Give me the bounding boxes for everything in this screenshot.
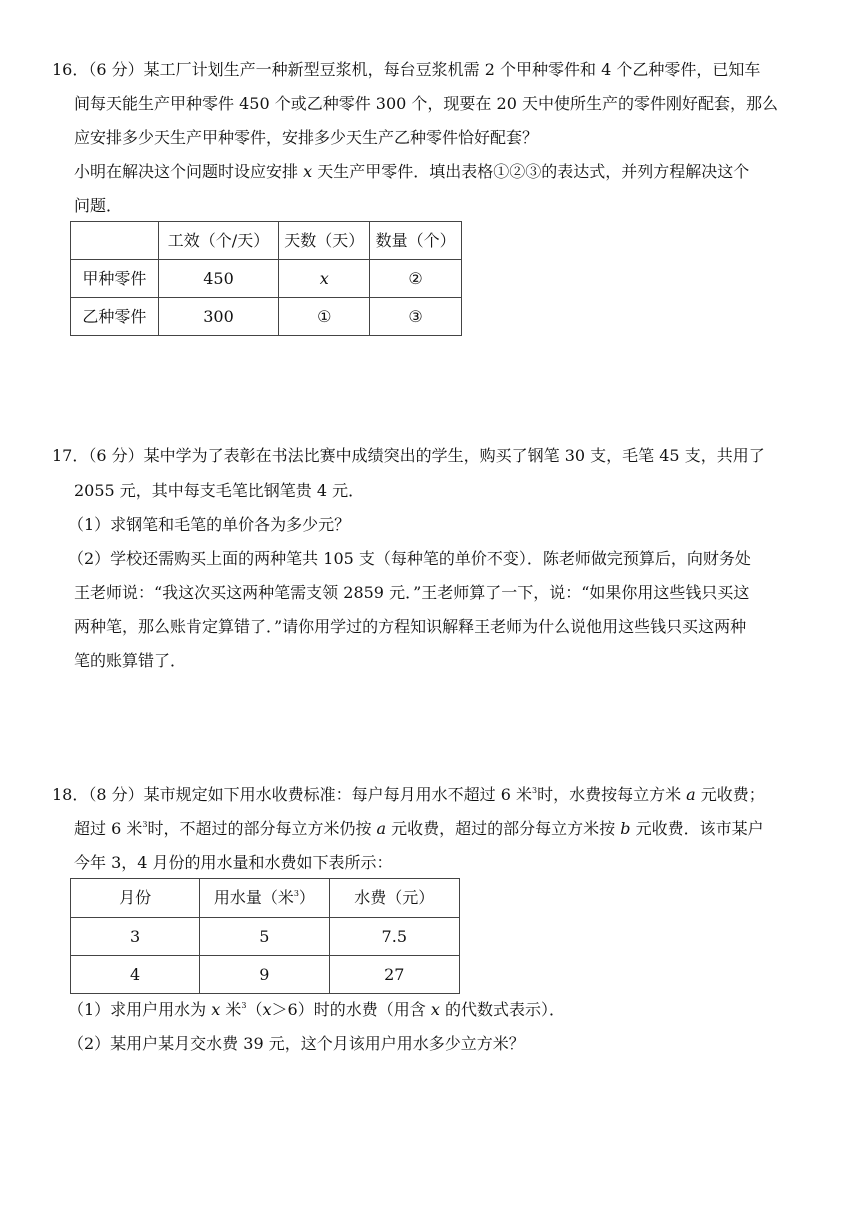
table-cell: 9	[200, 956, 329, 994]
header-cell: 天数（天）	[279, 222, 370, 260]
table-cell: ①	[279, 298, 370, 336]
q18-line-3: 今年 3，4 月份的用水量和水费如下表所示：	[74, 853, 393, 872]
header-usage-text: 用水量（米	[213, 888, 294, 907]
q18-line-2d: 元收费．该市某户	[630, 819, 764, 838]
q17-line-3: （1）求钢笔和毛笔的单价各为多少元？	[68, 515, 351, 534]
superscript-3: 3	[241, 1001, 247, 1010]
q18-line-1b: 时，水费按每立方米	[537, 785, 687, 804]
q16-line-4	[74, 162, 749, 182]
table-cell: ③	[370, 298, 462, 336]
q18-line-1a: 18．（8 分）某市规定如下用水收费标准：每户每月用水不超过 6 米	[52, 785, 532, 804]
q18-part-1c: （	[246, 1000, 263, 1019]
table-row	[71, 956, 460, 994]
q18-line-2a: 超过 6 米	[74, 819, 143, 838]
q17-line-4: （2）学校还需购买上面的两种笔共 105 支（每种笔的单价不变）．陈老师做完预算后，向财务处	[68, 549, 751, 568]
q18-part-1d: ＞6）时的水费（用含	[271, 1000, 431, 1019]
variable-x: x	[211, 1000, 221, 1019]
q18-part-1	[68, 1000, 565, 1020]
q16-line-1: 16．（6 分）某工厂计划生产一种新型豆浆机，每台豆浆机需 2 个甲种零件和 4 个乙种零件，已知车	[52, 60, 761, 79]
q18-line-2c: 元收费，超过的部分每立方米按	[386, 819, 621, 838]
q18-table	[70, 878, 460, 994]
table-header-row	[71, 879, 460, 918]
table-row	[71, 298, 462, 336]
superscript-3: 3	[293, 889, 299, 898]
q18-line-2	[74, 819, 764, 839]
variable-b: b	[620, 819, 631, 838]
q16-line-3: 应安排多少天生产甲种零件，安排多少天生产乙种零件恰好配套？	[74, 128, 539, 147]
header-cell: 工效（个/天）	[158, 222, 279, 260]
table-cell: x	[279, 260, 370, 298]
superscript-3: 3	[142, 820, 148, 829]
variable-a: a	[376, 819, 387, 838]
table-cell: 3	[71, 918, 200, 956]
header-month: 月份	[71, 879, 200, 918]
row-label: 甲种零件	[71, 260, 159, 298]
q16-line-4b: 天生产甲零件．填出表格①②③的表达式，并列方程解决这个	[312, 162, 750, 181]
q17-line-2: 2055 元，其中每支毛笔比钢笔贵 4 元．	[74, 481, 365, 500]
table-header-row	[71, 222, 462, 260]
table-cell: 450	[158, 260, 279, 298]
header-fee: 水费（元）	[329, 879, 459, 918]
q17-line-6: 两种笔，那么账肯定算错了．”请你用学过的方程知识解释王老师为什么说他用这些钱只买这两种	[74, 617, 747, 636]
table-row	[71, 918, 460, 956]
q17-line-7: 笔的账算错了．	[74, 651, 187, 670]
row-label: 乙种零件	[71, 298, 159, 336]
header-cell	[71, 222, 159, 260]
header-usage	[200, 879, 329, 918]
q16-line-2: 间每天能生产甲种零件 450 个或乙种零件 300 个，现要在 20 天中使所生产的零件刚好配套，那么	[74, 94, 778, 113]
variable-x: x	[430, 1000, 440, 1019]
table-cell: 27	[329, 956, 459, 994]
superscript-3: 3	[531, 786, 538, 795]
header-cell: 数量（个）	[370, 222, 462, 260]
q18-line-1c: 元收费；	[695, 785, 765, 804]
q16-line-5: 问题．	[74, 196, 123, 215]
variable-x: x	[262, 1000, 272, 1019]
q18-part-2: （2）某用户某月交水费 39 元，这个月该用户用水多少立方米？	[68, 1034, 525, 1053]
header-usage-close: ）	[298, 888, 315, 907]
table-cell: 7.5	[329, 918, 459, 956]
table-cell: ②	[370, 260, 462, 298]
table-cell: 5	[200, 918, 329, 956]
q17-line-5: 王老师说：“我这次买这两种笔需支领 2859 元．”王老师算了一下，说：“如果你用这些钱只买这	[74, 583, 750, 602]
q16-table	[70, 221, 462, 336]
q16-variable-x: x	[303, 162, 313, 181]
q18-part-1a: （1）求用户用水为	[68, 1000, 212, 1019]
table-cell: 4	[71, 956, 200, 994]
table-row	[71, 260, 462, 298]
q18-part-1b: 米	[220, 1000, 242, 1019]
table-cell: 300	[158, 298, 279, 336]
q17-line-1: 17．（6 分）某中学为了表彰在书法比赛中成绩突出的学生，购买了钢笔 30 支，毛笔 45 支，共用了	[52, 446, 765, 465]
variable-a: a	[686, 785, 696, 804]
q18-line-2b: 时，不超过的部分每立方米仍按	[147, 819, 377, 838]
q16-line-4a: 小明在解决这个问题时设应安排	[74, 162, 304, 181]
q18-line-1	[52, 785, 765, 805]
q18-part-1e: 的代数式表示）．	[439, 1000, 565, 1019]
